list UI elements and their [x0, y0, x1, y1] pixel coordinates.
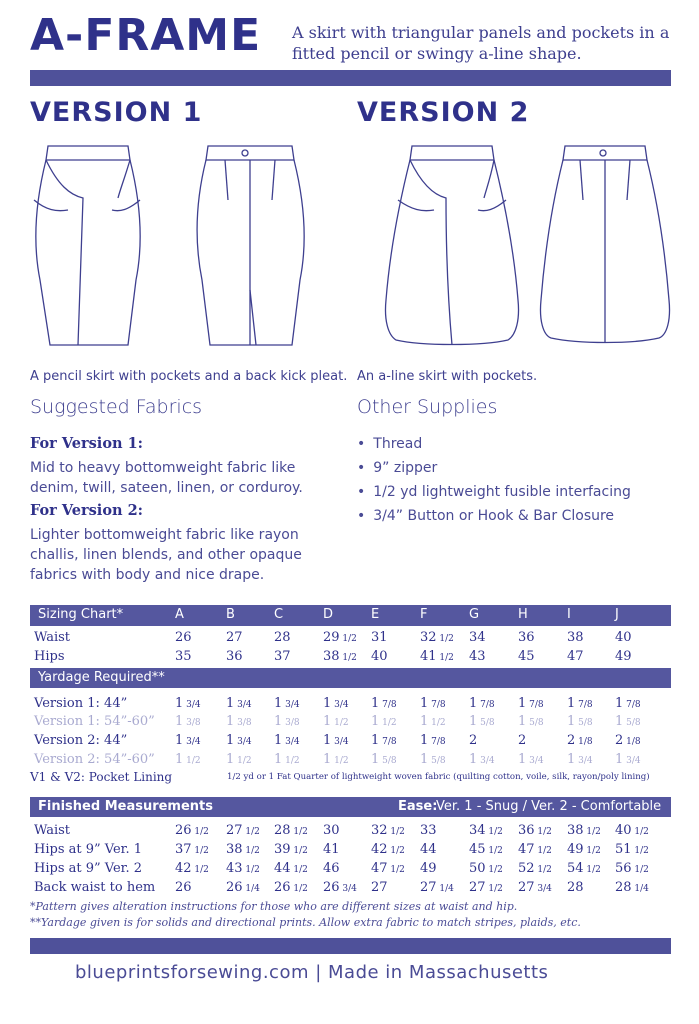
pocket-lining-text: 1/2 yd or 1 Fat Quarter of lightweight woven fabric (quilting cotton, voile, silk, rayon/poly lining)	[227, 772, 650, 782]
table-cell: 1 5/8	[518, 714, 544, 729]
table-cell: 51 1/2	[615, 842, 649, 857]
supplies-list	[357, 432, 631, 528]
table-cell: 28	[567, 880, 584, 895]
size-letter: C	[274, 607, 284, 622]
table-cell: 33	[420, 823, 437, 838]
table-cell: 52 1/2	[518, 861, 552, 876]
table-cell: 2 1/8	[567, 733, 593, 748]
table-cell: 26	[175, 630, 192, 645]
footer-divider	[30, 938, 671, 954]
table-cell: 1 1/2	[226, 752, 252, 767]
table-cell: 34	[469, 630, 486, 645]
pattern-title: A-FRAME	[30, 10, 262, 61]
table-cell: 42 1/2	[371, 842, 405, 857]
table-cell: 1 3/4	[175, 733, 201, 748]
fabrics-v1-text: Mid to heavy bottomweight fabric like denim, twill, sateen, linen, or corduroy.	[30, 460, 303, 496]
pocket-lining-label: V1 & V2: Pocket Lining	[30, 770, 173, 784]
size-letter: E	[371, 607, 380, 622]
row-label: Hips at 9” Ver. 2	[34, 861, 142, 876]
table-cell: 27	[371, 880, 388, 895]
table-cell: 30	[323, 823, 340, 838]
sizing-chart-header	[30, 605, 671, 626]
version-1-front-illustration	[28, 140, 148, 355]
table-cell: 27 1/2	[226, 823, 260, 838]
table-cell: 1 3/8	[226, 714, 252, 729]
table-cell: 1 3/4	[323, 733, 349, 748]
ease-label: Ease:	[398, 799, 438, 814]
table-cell: 1 3/4	[518, 752, 544, 767]
table-cell: 26 1/2	[175, 823, 209, 838]
version-2-title: VERSION 2	[357, 97, 530, 128]
table-cell: 45	[518, 649, 535, 664]
size-letter: A	[175, 607, 184, 622]
fabrics-v2-label: For Version 2:	[30, 502, 144, 519]
table-cell: 28 1/4	[615, 880, 649, 895]
table-cell: 43 1/2	[226, 861, 260, 876]
footnote-pattern: *Pattern gives alteration instructions for those who are different sizes at waist and hip.	[30, 900, 518, 913]
table-cell: 38	[567, 630, 584, 645]
table-cell: 37 1/2	[175, 842, 209, 857]
table-cell: 28 1/2	[274, 823, 308, 838]
table-cell: 47	[567, 649, 584, 664]
table-cell: 35	[175, 649, 192, 664]
table-cell: 32 1/2	[420, 630, 454, 645]
table-cell: 1 3/8	[175, 714, 201, 729]
table-cell: 2 1/8	[615, 733, 641, 748]
table-cell: 26 1/4	[226, 880, 260, 895]
table-cell: 1 5/8	[420, 752, 446, 767]
table-cell: 1 7/8	[567, 696, 593, 711]
version-2-back-illustration	[535, 140, 675, 355]
table-cell: 1 1/2	[371, 714, 397, 729]
row-label: Hips	[34, 649, 65, 664]
table-cell: 29 1/2	[323, 630, 357, 645]
table-cell: 36	[518, 630, 535, 645]
sizing-chart-title: Sizing Chart*	[38, 607, 124, 622]
table-cell: 1 1/2	[420, 714, 446, 729]
table-cell: 49 1/2	[567, 842, 601, 857]
table-cell: 40 1/2	[615, 823, 649, 838]
version-1-title: VERSION 1	[30, 97, 203, 128]
size-letter: J	[615, 607, 619, 622]
row-label: Back waist to hem	[34, 880, 156, 895]
table-cell: 34 1/2	[469, 823, 503, 838]
table-cell: 43	[469, 649, 486, 664]
table-cell: 26	[175, 880, 192, 895]
table-cell: 26 1/2	[274, 880, 308, 895]
table-cell: 45 1/2	[469, 842, 503, 857]
table-cell: 1 7/8	[420, 696, 446, 711]
yardage-header	[30, 668, 671, 688]
row-label: Version 1: 54”-60”	[34, 714, 155, 729]
footnote-yardage: **Yardage given is for solids and directional prints. Allow extra fabric to match stripes, plaids, etc.	[30, 916, 581, 929]
supplies-item: • Thread	[357, 432, 631, 456]
table-cell: 36 1/2	[518, 823, 552, 838]
fabrics-heading: Suggested Fabrics	[30, 396, 203, 418]
table-cell: 1 7/8	[420, 733, 446, 748]
pattern-tagline: A skirt with triangular panels and pockets in a fitted pencil or swingy a-line shape.	[292, 23, 670, 63]
table-cell: 2	[469, 733, 478, 748]
table-cell: 36	[226, 649, 243, 664]
ease-text: Ver. 1 - Snug / Ver. 2 - Comfortable	[436, 799, 662, 814]
table-cell: 40	[615, 630, 632, 645]
supplies-heading: Other Supplies	[357, 396, 498, 418]
supplies-item: • 1/2 yd lightweight fusible interfacing	[357, 480, 631, 504]
table-cell: 41 1/2	[420, 649, 454, 664]
table-cell: 1 3/4	[226, 733, 252, 748]
table-cell: 1 7/8	[518, 696, 544, 711]
supplies-item: • 9” zipper	[357, 456, 631, 480]
table-cell: 32 1/2	[371, 823, 405, 838]
table-cell: 27 3/4	[518, 880, 552, 895]
table-cell: 26 3/4	[323, 880, 357, 895]
version-2-front-illustration	[382, 140, 522, 355]
size-letter: D	[323, 607, 334, 622]
size-letter: G	[469, 607, 480, 622]
table-cell: 1 3/4	[274, 696, 300, 711]
table-cell: 1 7/8	[371, 696, 397, 711]
table-cell: 1 3/4	[274, 733, 300, 748]
table-cell: 38 1/2	[226, 842, 260, 857]
table-cell: 41	[323, 842, 340, 857]
table-cell: 27 1/4	[420, 880, 454, 895]
footer-text: blueprintsforsewing.com | Made in Massachusetts	[75, 962, 549, 983]
table-cell: 49	[420, 861, 437, 876]
table-cell: 1 5/8	[371, 752, 397, 767]
fabrics-v2-text: Lighter bottomweight fabric like rayon challis, linen blends, and other opaque fabrics with body and nice drape.	[30, 527, 302, 583]
table-cell: 1 7/8	[371, 733, 397, 748]
table-cell: 27	[226, 630, 243, 645]
table-cell: 54 1/2	[567, 861, 601, 876]
table-cell: 38 1/2	[567, 823, 601, 838]
table-cell: 50 1/2	[469, 861, 503, 876]
size-letter: F	[420, 607, 428, 622]
size-letter: B	[226, 607, 235, 622]
table-cell: 1 1/2	[323, 752, 349, 767]
size-letter: H	[518, 607, 528, 622]
yardage-title: Yardage Required**	[38, 670, 165, 685]
version-1-back-illustration	[190, 140, 310, 355]
table-cell: 37	[274, 649, 291, 664]
row-label: Version 2: 44”	[34, 733, 128, 748]
table-cell: 56 1/2	[615, 861, 649, 876]
table-cell: 1 7/8	[469, 696, 495, 711]
table-cell: 1 3/8	[274, 714, 300, 729]
table-cell: 1 3/4	[323, 696, 349, 711]
table-cell: 42 1/2	[175, 861, 209, 876]
table-cell: 1 3/4	[615, 752, 641, 767]
finished-header	[30, 797, 671, 817]
table-cell: 44 1/2	[274, 861, 308, 876]
table-cell: 27 1/2	[469, 880, 503, 895]
table-cell: 1 1/2	[323, 714, 349, 729]
table-cell: 1 3/4	[469, 752, 495, 767]
table-cell: 2	[518, 733, 527, 748]
table-cell: 46	[323, 861, 340, 876]
table-cell: 1 1/2	[274, 752, 300, 767]
table-cell: 44	[420, 842, 437, 857]
fabrics-v1-label: For Version 1:	[30, 435, 144, 452]
row-label: Version 1: 44”	[34, 696, 128, 711]
version-2-caption: An a-line skirt with pockets.	[357, 369, 538, 384]
size-letter: I	[567, 607, 571, 622]
table-cell: 1 7/8	[615, 696, 641, 711]
row-label: Waist	[34, 630, 71, 645]
row-label: Version 2: 54”-60”	[34, 752, 155, 767]
table-cell: 47 1/2	[518, 842, 552, 857]
table-cell: 49	[615, 649, 632, 664]
header-divider	[30, 70, 671, 86]
table-cell: 47 1/2	[371, 861, 405, 876]
table-cell: 1 3/4	[567, 752, 593, 767]
table-cell: 1 5/8	[615, 714, 641, 729]
table-cell: 1 5/8	[567, 714, 593, 729]
table-cell: 28	[274, 630, 291, 645]
table-cell: 1 1/2	[175, 752, 201, 767]
table-cell: 1 5/8	[469, 714, 495, 729]
row-label: Hips at 9” Ver. 1	[34, 842, 142, 857]
table-cell: 1 3/4	[226, 696, 252, 711]
row-label: Waist	[34, 823, 71, 838]
version-1-caption: A pencil skirt with pockets and a back kick pleat.	[30, 369, 348, 384]
table-cell: 39 1/2	[274, 842, 308, 857]
table-cell: 40	[371, 649, 388, 664]
supplies-item: • 3/4” Button or Hook & Bar Closure	[357, 504, 631, 528]
finished-title: Finished Measurements	[38, 799, 214, 814]
table-cell: 38 1/2	[323, 649, 357, 664]
table-cell: 1 3/4	[175, 696, 201, 711]
table-cell: 31	[371, 630, 388, 645]
